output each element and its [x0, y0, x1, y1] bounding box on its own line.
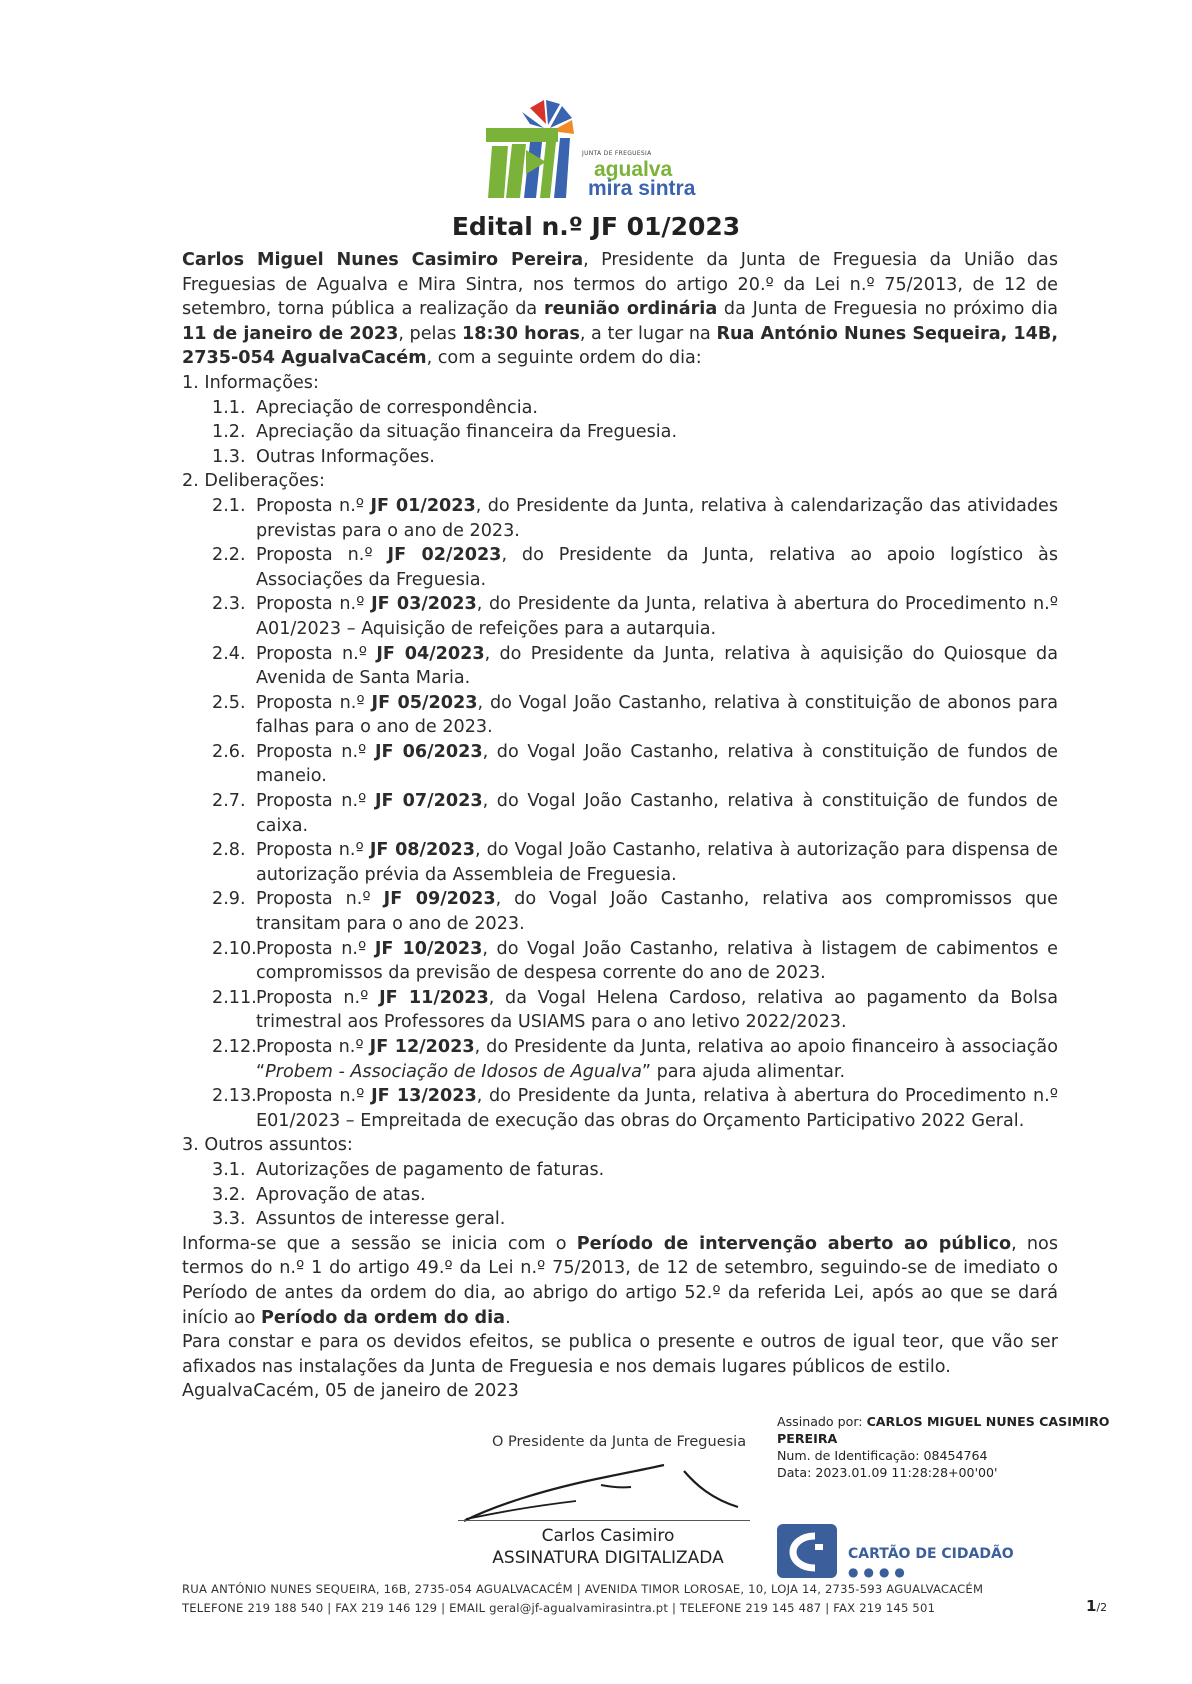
- closing-text: .: [505, 1307, 511, 1328]
- item-number: 3.3.: [212, 1209, 246, 1230]
- president-title: O Presidente da Junta de Freguesia: [492, 1434, 747, 1450]
- digital-signature-label: ASSINATURA DIGITALIZADA: [492, 1548, 724, 1568]
- item-text: , do Vogal João Castanho, relativa aos compromissos que transitam para o ano de 2023.: [256, 889, 1058, 935]
- proposal-code: JF 08/2023: [369, 840, 475, 861]
- item-text: , do Vogal João Castanho, relativa à autorização para dispensa de autorização prévia da Assembleia de Freguesia.: [256, 840, 1058, 885]
- item-text: Apreciação da situação financeira da Freguesia.: [256, 422, 678, 443]
- list-item: [212, 543, 1058, 592]
- item-number: 3.1.: [212, 1159, 246, 1180]
- item-prefix: Proposta n.º: [256, 594, 372, 615]
- item-text: , do Presidente da Junta, relativa à abertura do Procedimento n.º E01/2023 – Empreitada de execução das obras do Orçamento Participativo 2022 Geral.: [256, 1086, 1058, 1131]
- publication-paragraph: Para constar e para os devidos efeitos, se publica o presente e outros de igual teor, que vão ser afixados nas instalações da Junta de Freguesia e nos demais lugares públicos de estilo.: [182, 1332, 1058, 1377]
- signatory-name: Carlos Casimiro: [541, 1526, 675, 1546]
- section-number: 2.: [182, 471, 199, 492]
- list-item: [212, 789, 1058, 838]
- signature-line: [458, 1520, 750, 1521]
- item-number: 2.3.: [212, 594, 246, 615]
- item-number: 2.12.: [212, 1037, 257, 1057]
- item-number: 2.5.: [212, 692, 246, 713]
- closing-text: , nos termos do n.º 1 do artigo 49.º da Lei n.º 75/2013, de 12 de setembro, seguindo-se de imediato o Período de antes da ordem do dia, ao abrigo do artigo 52.º da referida Lei, após ao que se dará início ao: [182, 1233, 1058, 1328]
- item-prefix: Proposta n.º: [256, 545, 388, 566]
- logo-small-text: JUNTA DE FREGUESIA: [582, 150, 652, 157]
- page-current: 1: [1086, 1597, 1097, 1615]
- proposal-code: JF 13/2023: [371, 1086, 477, 1107]
- intro-bold-name: Carlos Miguel Nunes Casimiro Pereira: [182, 250, 584, 270]
- signatory-block: [478, 1525, 738, 1569]
- item-number: 2.9.: [212, 889, 246, 910]
- list-item: [212, 986, 1058, 1035]
- page-title: Edital n.º JF 01/2023: [451, 212, 741, 241]
- item-number: 2.4.: [212, 643, 246, 664]
- closing-paragraph: [182, 1232, 1058, 1330]
- closing-text: Informa-se que a sessão se inicia com o: [182, 1233, 577, 1254]
- intro-bold-address: Rua António Nunes Sequeira, 14B, 2735-054 AgualvaCacém: [182, 323, 1059, 369]
- proposal-code: JF 04/2023: [376, 643, 485, 664]
- section-heading: [182, 469, 1058, 494]
- item-text: , do Vogal João Castanho, relativa à constituição de fundos de maneio.: [256, 741, 1058, 787]
- intro-bold-time: 18:30 horas: [462, 323, 580, 344]
- list-item: [212, 1158, 1058, 1183]
- list-item: [212, 838, 1058, 887]
- proposal-code: JF 01/2023: [370, 495, 476, 516]
- intro-text: da Junta de Freguesia no próximo dia: [717, 299, 1058, 320]
- item-prefix: Proposta n.º: [256, 840, 370, 861]
- list-item: [212, 1084, 1058, 1133]
- list-item: [212, 445, 1058, 470]
- list-item: [212, 420, 1058, 445]
- list-item: [212, 642, 1058, 691]
- item-prefix: Proposta n.º: [256, 643, 377, 664]
- item-prefix: Proposta n.º: [256, 692, 372, 713]
- proposal-code: JF 11/2023: [379, 987, 489, 1008]
- closing-bold-public: Período de intervenção aberto ao público: [576, 1233, 1012, 1254]
- item-number: 2.8.: [212, 840, 246, 861]
- signature-date: Data: 2023.01.09 11:28:28+00'00': [777, 1465, 998, 1480]
- freguesia-logo: [486, 98, 726, 206]
- item-text: , do Vogal João Castanho, relativa à constituição de abonos para falhas para o ano de 2023.: [256, 692, 1058, 738]
- page-number: [1086, 1597, 1107, 1615]
- item-prefix: Proposta n.º: [256, 889, 384, 910]
- item-prefix: Proposta n.º: [256, 741, 375, 762]
- intro-paragraph: [182, 248, 1058, 371]
- item-prefix: Proposta n.º: [256, 495, 371, 516]
- signer-name-cont: PEREIRA: [777, 1431, 838, 1446]
- footer-addresses: RUA ANTÓNIO NUNES SEQUEIRA, 16B, 2735-054 AGUALVACACÉM | AVENIDA TIMOR LOROSAE, 10, LOJA 14, 2735-593 AGUALVACACÉM: [182, 1582, 984, 1596]
- item-number: 2.1.: [212, 495, 246, 516]
- item-prefix: Proposta n.º: [256, 1037, 370, 1057]
- proposal-code: JF 02/2023: [387, 545, 502, 566]
- list-item: [212, 494, 1058, 543]
- proposal-code: JF 12/2023: [369, 1037, 475, 1057]
- item-prefix: Proposta n.º: [256, 938, 375, 959]
- list-item: [212, 740, 1058, 789]
- item-text: , do Vogal João Castanho, relativa à constituição de fundos de caixa.: [256, 791, 1058, 836]
- item-text: Aprovação de atas.: [256, 1184, 426, 1205]
- section-label: Informações:: [204, 372, 319, 393]
- page-total: /2: [1096, 1601, 1108, 1614]
- proposal-code: JF 06/2023: [374, 741, 483, 762]
- item-text: Autorizações de pagamento de faturas.: [256, 1159, 605, 1180]
- list-item: [212, 1207, 1058, 1232]
- item-number: 1.1.: [212, 397, 246, 418]
- intro-text: , com a seguinte ordem do dia:: [426, 348, 702, 369]
- proposal-code: JF 09/2023: [383, 889, 496, 910]
- footer-contacts: TELEFONE 219 188 540 | FAX 219 146 129 | EMAIL geral@jf-agualvamirasintra.pt | TELEFONE 219 145 487 | FAX 219 145 501: [182, 1601, 936, 1615]
- item-number: 3.2.: [212, 1184, 246, 1205]
- section-heading: [182, 371, 1058, 396]
- item-number: 2.7.: [212, 791, 246, 812]
- document-body: [182, 248, 1058, 1404]
- list-item: [212, 1035, 1058, 1084]
- intro-text: , pelas: [398, 323, 462, 344]
- digital-signature-info: [777, 1413, 1110, 1481]
- closing-bold-agenda: Período da ordem do dia: [260, 1307, 506, 1328]
- item-text: Assuntos de interesse geral.: [256, 1209, 506, 1230]
- item-text: , do Presidente da Junta, relativa à abertura do Procedimento n.º A01/2023 – Aquisição de refeições para a autarquia.: [256, 594, 1058, 639]
- citizen-card-dots: ●●●●: [848, 1565, 910, 1579]
- item-number: 2.11.: [212, 987, 257, 1008]
- signed-label: Assinado por:: [777, 1414, 863, 1429]
- section-number: 3.: [182, 1135, 199, 1156]
- item-text: , do Presidente da Junta, relativa ao apoio logístico às Associações da Freguesia.: [256, 545, 1058, 590]
- citizen-card-label: CARTÃO DE CIDADÃO: [848, 1546, 1014, 1562]
- signer-name: CARLOS MIGUEL NUNES CASIMIRO: [866, 1414, 1110, 1429]
- item-text: , da Vogal Helena Cardoso, relativa ao pagamento da Bolsa trimestral aos Professores da USIAMS para o ano letivo 2022/2023.: [256, 987, 1058, 1033]
- list-item: [212, 396, 1058, 421]
- item-text: , do Presidente da Junta, relativa à calendarização das atividades previstas para o ano de 2023.: [256, 495, 1058, 541]
- section-label: Outros assuntos:: [204, 1135, 353, 1156]
- item-prefix: Proposta n.º: [256, 791, 375, 812]
- item-prefix: Proposta n.º: [256, 1086, 372, 1107]
- item-number: 2.6.: [212, 741, 246, 762]
- section-heading: [182, 1133, 1058, 1158]
- handwritten-signature-icon: [456, 1455, 756, 1535]
- item-text: ” para ajuda alimentar.: [641, 1061, 846, 1082]
- list-item: [212, 1183, 1058, 1208]
- item-text: Outras Informações.: [256, 446, 435, 467]
- signer-id: Num. de Identificação: 08454764: [777, 1448, 988, 1463]
- logo-mira-sintra: mira sintra: [588, 177, 696, 200]
- list-item: [212, 887, 1058, 936]
- item-number: 1.2.: [212, 422, 246, 443]
- association-name: Probem - Associação de Idosos de Agualva: [265, 1061, 642, 1082]
- list-item: [212, 937, 1058, 986]
- section-number: 1.: [182, 372, 199, 393]
- item-number: 1.3.: [212, 446, 246, 467]
- intro-bold-meeting: reunião ordinária: [543, 299, 718, 320]
- logo-agualva: agualva: [594, 158, 673, 181]
- intro-text: , a ter lugar na: [579, 323, 717, 344]
- list-item: [212, 691, 1058, 740]
- intro-text: , Presidente da Junta de Freguesia da União das Freguesias de Agualva e Mira Sintra, nos termos do artigo 20.º da Lei n.º 75/2013, de 12 de setembro, torna pública a realização da: [182, 250, 1058, 320]
- proposal-code: JF 03/2023: [371, 594, 477, 615]
- proposal-code: JF 05/2023: [371, 692, 478, 713]
- item-prefix: Proposta n.º: [256, 987, 380, 1008]
- section-label: Deliberações:: [204, 471, 325, 492]
- list-item: [212, 592, 1058, 641]
- intro-bold-date: 11 de janeiro de 2023: [182, 323, 399, 344]
- item-number: 2.2.: [212, 545, 246, 566]
- item-text: , do Presidente da Junta, relativa ao apoio financeiro à associação “: [256, 1037, 1058, 1082]
- place-date: AgualvaCacém, 05 de janeiro de 2023: [182, 1381, 519, 1402]
- citizen-card-icon: [775, 1522, 841, 1582]
- item-number: 2.13.: [212, 1086, 257, 1107]
- item-text: Apreciação de correspondência.: [256, 397, 538, 418]
- item-text: , do Presidente da Junta, relativa à aquisição do Quiosque da Avenida de Santa Maria.: [256, 643, 1058, 689]
- proposal-code: JF 07/2023: [374, 791, 483, 812]
- item-text: , do Vogal João Castanho, relativa à listagem de cabimentos e compromissos da previsão de despesa corrente do ano de 2023.: [256, 938, 1058, 984]
- proposal-code: JF 10/2023: [374, 938, 483, 959]
- item-number: 2.10.: [212, 938, 257, 959]
